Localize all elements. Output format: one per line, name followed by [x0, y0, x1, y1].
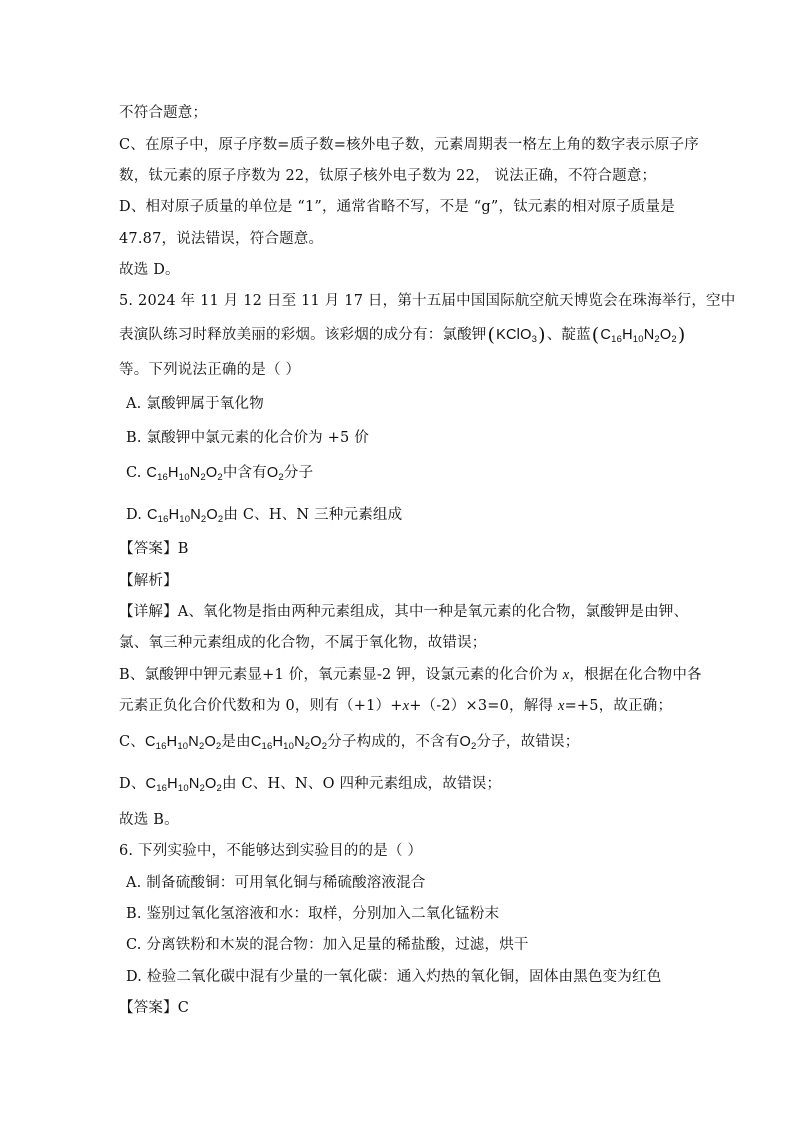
formula-indigo: $C_{16}H_{10}N_2O_2$ — [145, 776, 222, 794]
option-b: B. 氯酸钾中氯元素的化合价为 +5 价 — [126, 430, 369, 446]
formula-o2: $O_2$ — [266, 465, 284, 483]
explanation-line: 【详解】A、氧化物是指由两种元素组成，其中一种是氧元素的化合物，氯酸钾是由钾、 — [119, 604, 689, 620]
explanation-line: C、$C_{16}H_{10}N_2O_2$是由$C_{16}H_{10}N_2O_2$分子构成的，不含有$O_2$分子，故错误； — [119, 734, 580, 752]
text-line: D、相对原子质量的单位是 “1”，通常省略不写，不是 “g”，钛元素的相对原子质量是 — [119, 199, 675, 215]
explanation-line: 元素正负化合价代数和为 0，则有（+1）+x+（-2）×3=0，解得 x=+5，故正确； — [119, 698, 673, 714]
option-d: D. 检验二氧化碳中混有少量的一氧化碳：通入灼热的氧化铜，固体由黑色变为红色 — [126, 969, 662, 985]
text-line: 故选 B。 — [119, 812, 179, 828]
formula-indigo: $C_{16}H_{10}N_2O_2$ — [146, 465, 223, 483]
answer-label: 【答案】C — [119, 1000, 190, 1016]
formula-indigo: $C_{16}H_{10}N_2O_2$ — [600, 327, 677, 345]
formula-o2: $O_2$ — [459, 734, 477, 752]
text-line: 47.87，说法错误，符合题意。 — [119, 231, 324, 247]
explanation-line: 氯、氧三种元素组成的化合物，不属于氧化物，故错误； — [119, 635, 487, 651]
text-line: 不符合题意； — [119, 105, 208, 121]
text-line: 故选 D。 — [119, 262, 180, 278]
formula-indigo: $C_{16}H_{10}N_2O_2$ — [250, 734, 328, 752]
question-6-stem: 6. 下列实验中，不能够达到实验目的的是（ ） — [119, 843, 423, 859]
question-5-stem: 表演队练习时释放美丽的彩烟。该彩烟的成分有：氯酸钾(KClO$_3$)、靛蓝$(C_{16}H_{10}N_2O_2)$ — [119, 324, 686, 346]
analysis-label: 【解析】 — [119, 573, 178, 589]
option-c: C. $C_{16}H_{10}N_2O_2$中含有$O_2$分子 — [126, 465, 314, 483]
text-line: 数，钛元素的原子序数为 22，钛原子核外电子数为 22， 说法正确，不符合题意； — [119, 168, 657, 184]
option-d: D. $C_{16}H_{10}N_2O_2$由 C、H、N 三种元素组成 — [126, 507, 403, 525]
option-c: C. 分离铁粉和木炭的混合物：加入足量的稀盐酸，过滤，烘干 — [126, 937, 529, 953]
formula-indigo: $C_{16}H_{10}N_2O_2$ — [146, 507, 224, 525]
option-b: B. 鉴别过氧化氢溶液和水：取样，分别加入二氧化锰粉末 — [126, 906, 500, 922]
option-a: A. 制备硫酸铜：可用氧化铜与稀硫酸溶液混合 — [126, 875, 426, 891]
formula-kclo3: KClO$_3$ — [496, 327, 538, 345]
option-a: A. 氯酸钾属于氧化物 — [126, 396, 264, 412]
text-line: C、在原子中，原子序数=质子数=核外电子数，元素周期表一格左上角的数字表示原子序 — [119, 137, 699, 153]
question-5-stem: 5. 2024 年 11 月 12 日至 11 月 17 日，第十五届中国国际航空航天博览会在珠海举行，空中 — [119, 293, 736, 309]
formula-indigo: $C_{16}H_{10}N_2O_2$ — [145, 734, 222, 752]
text-line: 等。下列说法正确的是（ ） — [119, 362, 301, 378]
explanation-line: B、氯酸钾中钾元素显+1 价，氧元素显-2 钾，设氯元素的化合价为 x，根据在化合物中各 — [119, 667, 702, 683]
answer-label: 【答案】B — [119, 541, 189, 557]
explanation-line: D、$C_{16}H_{10}N_2O_2$由 C、H、N、O 四种元素组成，故错误； — [119, 776, 502, 794]
